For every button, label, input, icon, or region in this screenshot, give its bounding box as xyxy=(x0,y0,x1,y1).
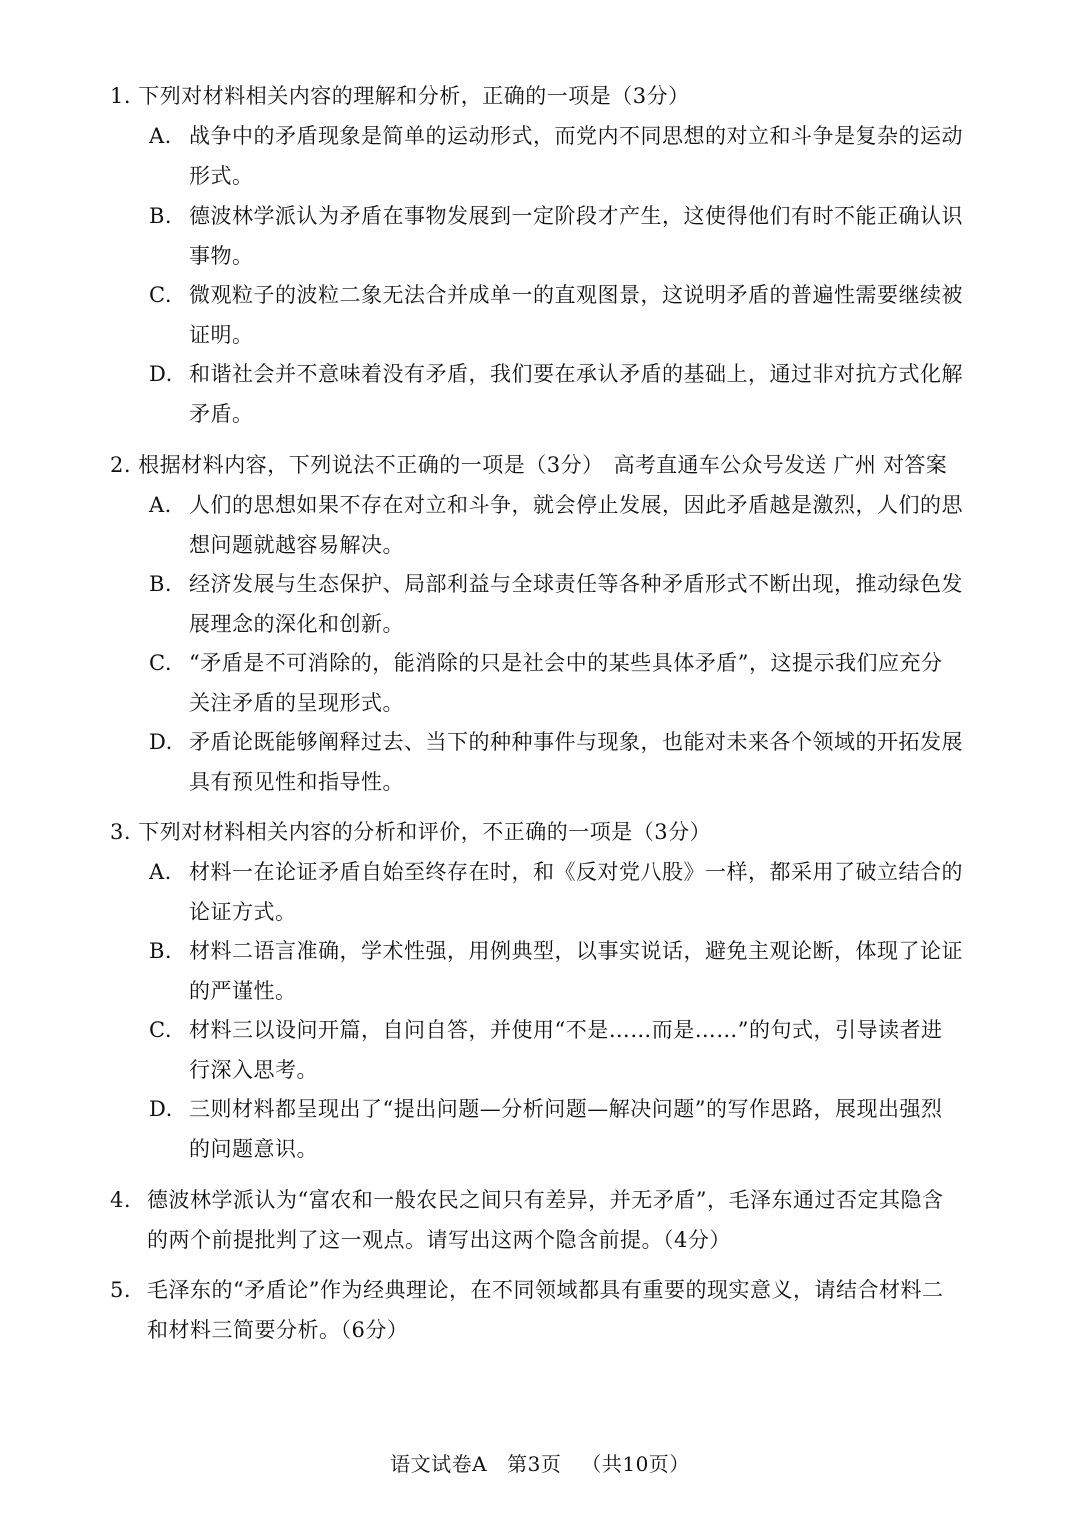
footer-total-pages: （共10页） xyxy=(581,1452,690,1476)
option-text: 人们的思想如果不存在对立和斗争，就会停止发展，因此矛盾越是激烈，人们的思 xyxy=(189,493,963,517)
question-1-option-a xyxy=(149,116,975,196)
option-letter: B. xyxy=(149,939,173,963)
option-text-cont: 形式。 xyxy=(189,164,254,188)
question-3-option-c xyxy=(149,1010,975,1090)
option-text: 和谐社会并不意味着没有矛盾，我们要在承认矛盾的基础上，通过非对抗方式化解 xyxy=(189,362,963,386)
question-5-text: 毛泽东的“矛盾论”作为经典理论，在不同领域都具有重要的现实意义，请结合材料二 xyxy=(147,1278,944,1302)
option-letter: A. xyxy=(149,493,172,517)
option-text-cont: 具有预见性和指导性。 xyxy=(189,770,404,794)
option-letter: D. xyxy=(149,730,173,754)
option-letter: B. xyxy=(149,204,173,228)
option-text-cont: 论证方式。 xyxy=(189,900,297,924)
option-text-cont: 事物。 xyxy=(189,244,254,268)
option-text: 微观粒子的波粒二象无法合并成单一的直观图景，这说明矛盾的普遍性需要继续被 xyxy=(189,283,963,307)
question-5 xyxy=(110,1270,975,1350)
option-text: 战争中的矛盾现象是简单的运动形式，而党内不同思想的对立和斗争是复杂的运动 xyxy=(189,124,963,148)
option-letter: C. xyxy=(149,1018,172,1042)
option-text: “矛盾是不可消除的，能消除的只是社会中的某些具体矛盾”，这提示我们应充分 xyxy=(189,651,943,675)
question-3-option-b xyxy=(149,931,975,1011)
option-letter: C. xyxy=(149,283,172,307)
option-text-cont: 证明。 xyxy=(189,323,254,347)
option-letter: D. xyxy=(149,1097,173,1121)
question-1-option-c xyxy=(149,275,975,355)
option-text-cont: 展理念的深化和创新。 xyxy=(189,612,404,636)
option-letter: C. xyxy=(149,651,172,675)
option-text-cont: 矛盾。 xyxy=(189,402,254,426)
option-text: 材料二语言准确，学术性强，用例典型，以事实说话，避免主观论断，体现了论证 xyxy=(189,939,963,963)
option-letter: A. xyxy=(149,124,172,148)
option-text-cont: 关注矛盾的呈现形式。 xyxy=(189,691,404,715)
question-4-number: 4. xyxy=(110,1188,132,1212)
question-3-option-a xyxy=(149,852,975,932)
option-letter: B. xyxy=(149,572,173,596)
option-letter: A. xyxy=(149,860,172,884)
option-text: 德波林学派认为矛盾在事物发展到一定阶段才产生，这使得他们有时不能正确认识 xyxy=(189,204,963,228)
question-2-option-d xyxy=(149,722,975,802)
question-4-text-cont: 的两个前提批判了这一观点。请写出这两个隐含前提。（4分） xyxy=(147,1228,731,1252)
question-1-option-d xyxy=(149,354,975,434)
question-2-note: 高考直通车公众号发送 广州 对答案 xyxy=(613,453,948,477)
option-text: 材料三以设问开篇，自问自答，并使用“不是……而是……”的句式，引导读者进 xyxy=(189,1018,943,1042)
option-text-cont: 的问题意识。 xyxy=(189,1137,318,1161)
question-2-option-b xyxy=(149,564,975,644)
option-text: 经济发展与生态保护、局部利益与全球责任等各种矛盾形式不断出现，推动绿色发 xyxy=(189,572,963,596)
option-text: 材料一在论证矛盾自始至终存在时，和《反对党八股》一样，都采用了破立结合的 xyxy=(189,860,963,884)
question-4-text: 德波林学派认为“富农和一般农民之间只有差异，并无矛盾”，毛泽东通过否定其隐含 xyxy=(147,1188,944,1212)
footer-paper-name: 语文试卷A xyxy=(390,1452,488,1476)
option-text-cont: 的严谨性。 xyxy=(189,979,297,1003)
option-letter: D. xyxy=(149,362,173,386)
question-3-stem: 3. 下列对材料相关内容的分析和评价，不正确的一项是（3分） xyxy=(110,820,712,844)
question-2-stem xyxy=(110,445,990,485)
option-text-cont: 行深入思考。 xyxy=(189,1058,318,1082)
question-1-stem: 1. 下列对材料相关内容的理解和分析，正确的一项是（3分） xyxy=(110,84,690,108)
option-text: 三则材料都呈现出了“提出问题—分析问题—解决问题”的写作思路，展现出强烈 xyxy=(189,1097,943,1121)
option-text-cont: 想问题就越容易解决。 xyxy=(189,533,404,557)
question-5-text-cont: 和材料三简要分析。（6分） xyxy=(147,1318,409,1342)
question-1-option-b xyxy=(149,196,975,276)
question-2-text: 2. 根据材料内容，下列说法不正确的一项是（3分） xyxy=(110,453,604,477)
question-2-option-c xyxy=(149,643,975,723)
question-2-option-a xyxy=(149,485,975,565)
page-footer xyxy=(0,1448,1080,1477)
option-text: 矛盾论既能够阐释过去、当下的种种事件与现象，也能对未来各个领域的开拓发展 xyxy=(189,730,963,754)
question-5-number: 5. xyxy=(110,1278,132,1302)
question-3-option-d xyxy=(149,1089,975,1169)
footer-page-number: 第3页 xyxy=(507,1452,562,1476)
question-4 xyxy=(110,1180,975,1260)
